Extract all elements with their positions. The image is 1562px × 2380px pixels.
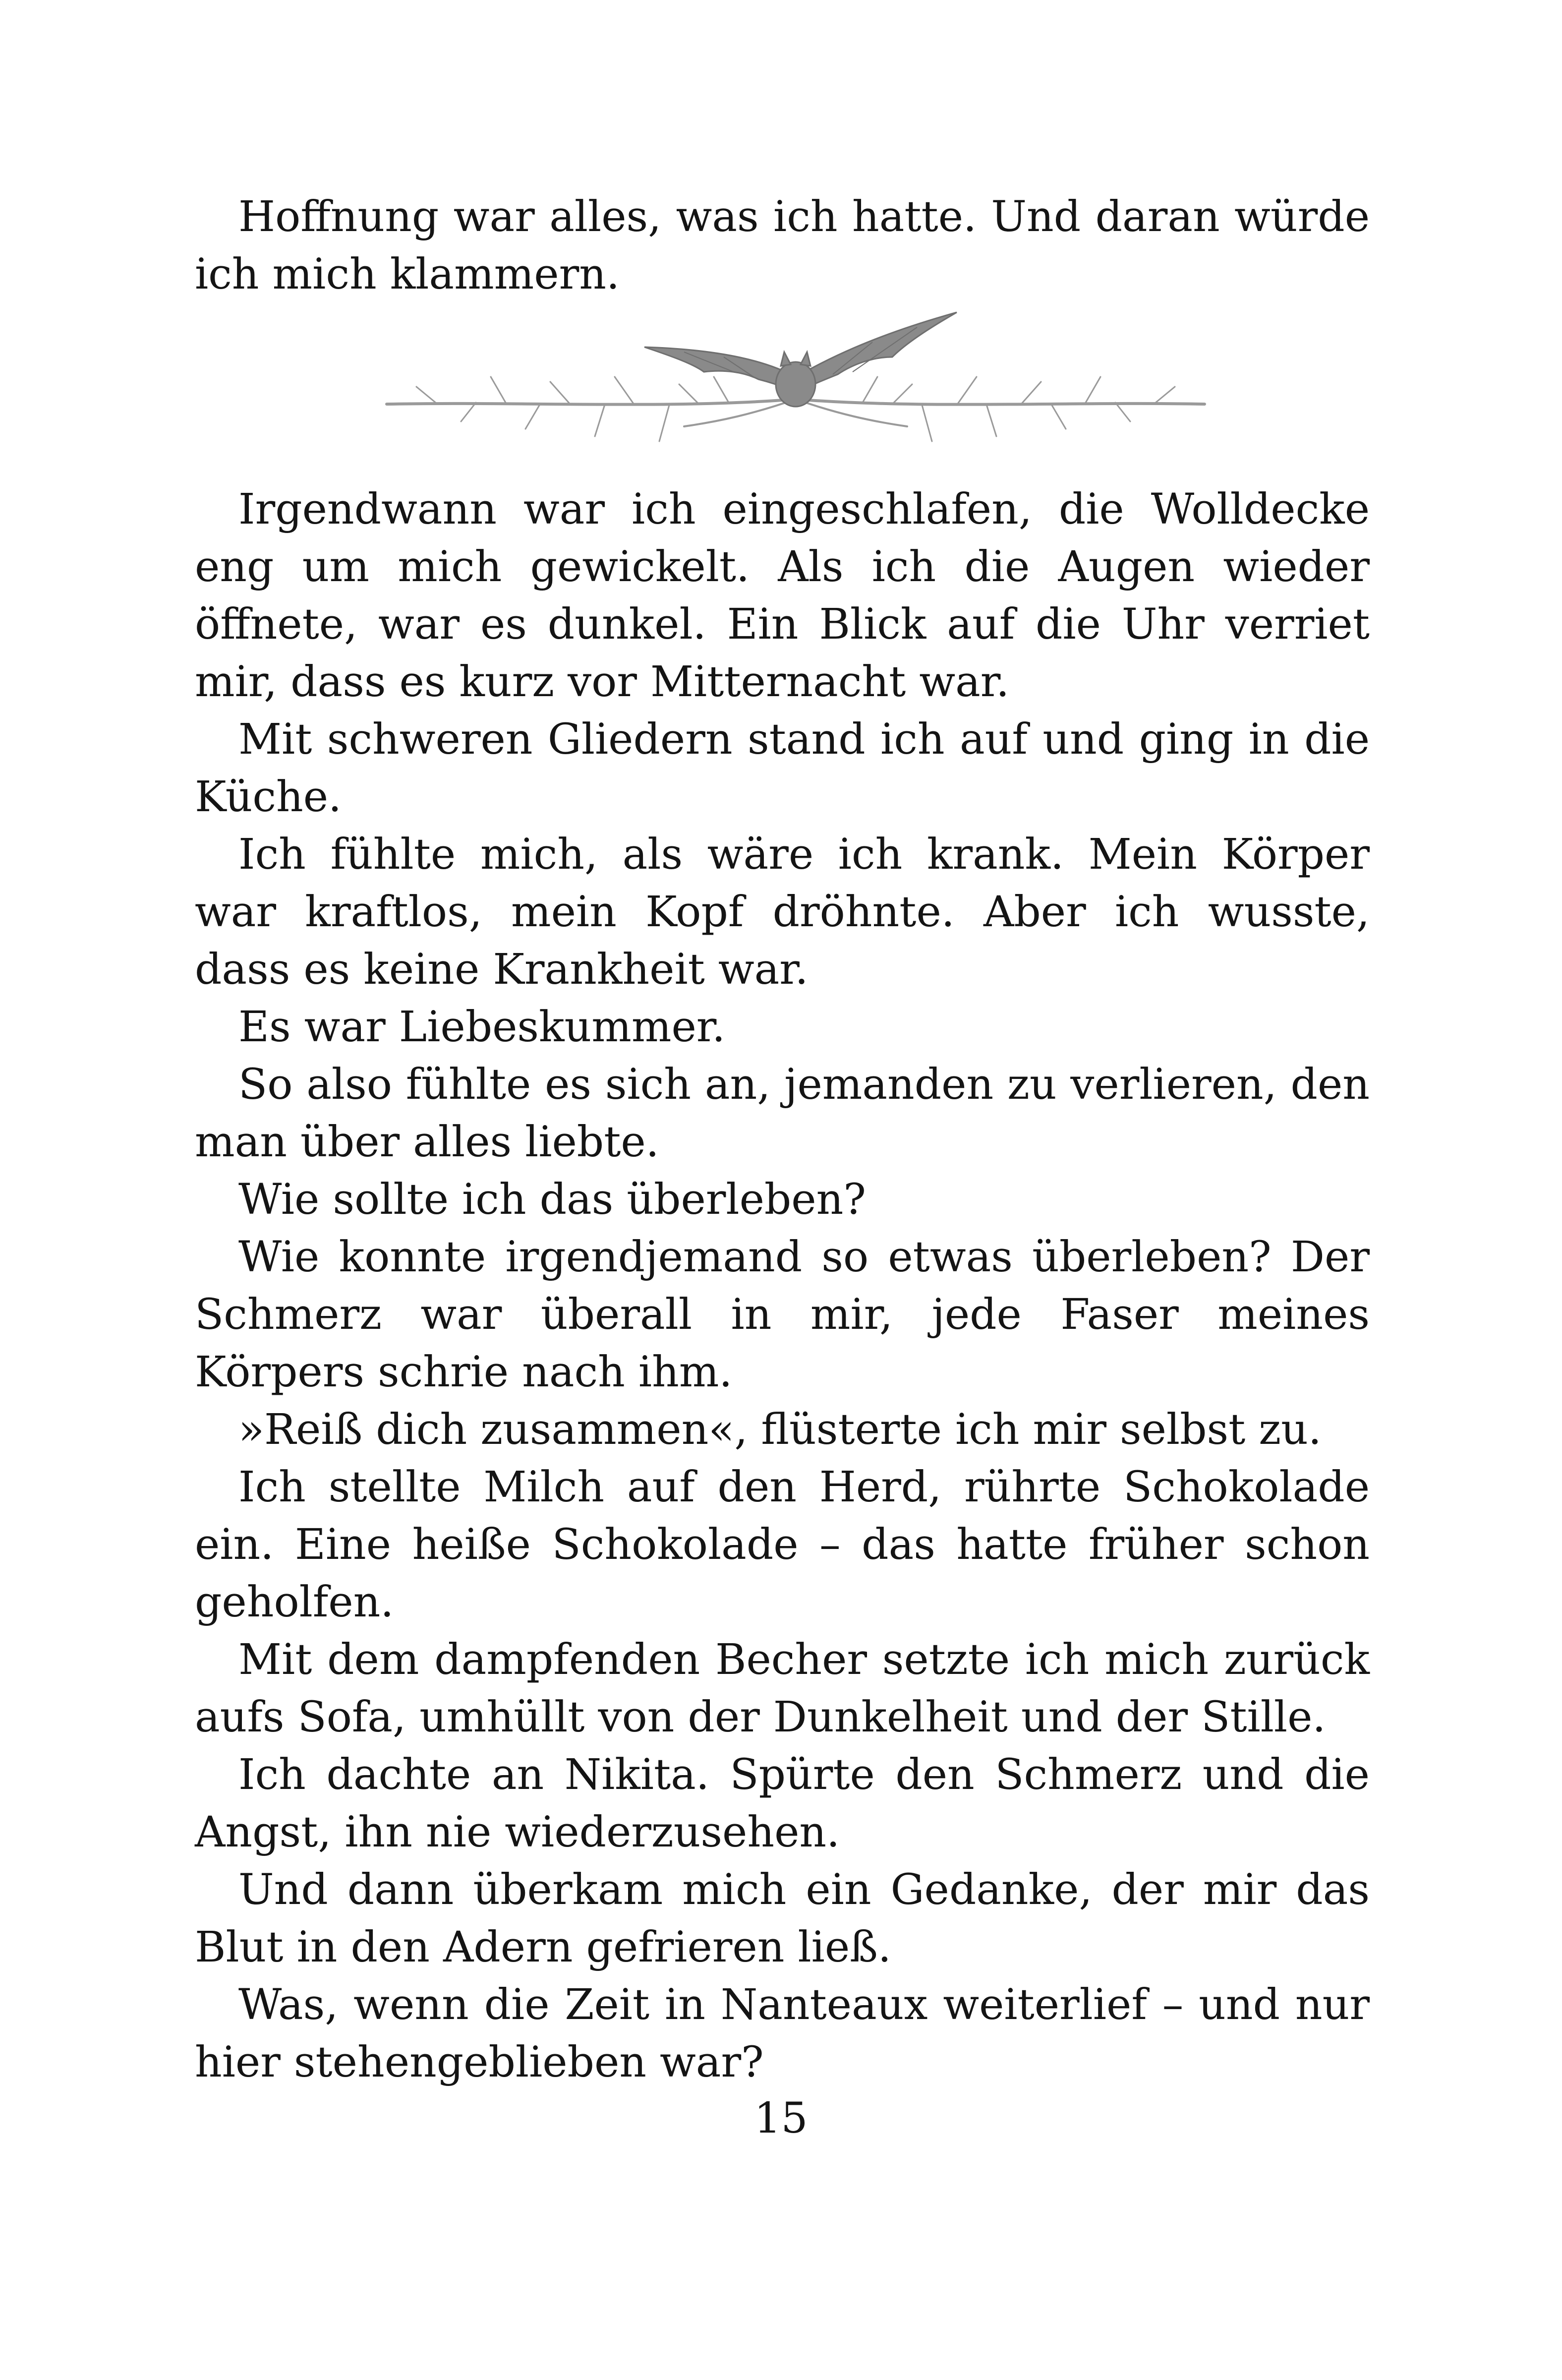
- paragraph: Wie konnte irgendjemand so etwas überleben? Der Schmerz war überall in mir, jede Faser meines Körpers schrie nach ihm.: [195, 1233, 1370, 1397]
- page-number: 15: [754, 2094, 808, 2143]
- paragraph: Mit dem dampfenden Becher setzte ich mich zurück aufs Sofa, umhüllt von der Dunkelheit und der Stille.: [195, 1635, 1370, 1742]
- paragraph: So also fühlte es sich an, jemanden zu verlieren, den man über alles liebte.: [195, 1060, 1370, 1167]
- paragraph: Ich dachte an Nikita. Spürte den Schmerz und die Angst, ihn nie wiederzusehen.: [195, 1750, 1370, 1857]
- paragraph: Wie sollte ich das überleben?: [238, 1175, 866, 1224]
- paragraph: Hoffnung war alles, was ich hatte. Und daran würde ich mich klammern.: [195, 192, 1370, 299]
- paragraph: Ich fühlte mich, als wäre ich krank. Mein Körper war kraftlos, mein Kopf dröhnte. Aber ich wusste, dass es keine Krankheit war.: [195, 830, 1370, 994]
- paragraph: Es war Liebeskummer.: [238, 1003, 726, 1052]
- paragraph: Und dann überkam mich ein Gedanke, der mir das Blut in den Adern gefrieren ließ.: [195, 1865, 1370, 1972]
- paragraph: Mit schweren Gliedern stand ich auf und ging in die Küche.: [195, 715, 1370, 822]
- paragraph-group-main: [195, 481, 1370, 2091]
- bat-on-branch-icon: [377, 302, 1215, 471]
- paragraph: Irgendwann war ich eingeschlafen, die Wolldecke eng um mich gewickelt. Als ich die Augen wieder öffnete, war es dunkel. Ein Blick auf die Uhr verriet mir, dass es kurz vor Mitternacht war.: [195, 485, 1370, 707]
- paragraph: »Reiß dich zusammen«, flüsterte ich mir selbst zu.: [238, 1405, 1322, 1454]
- paragraph: Was, wenn die Zeit in Nanteaux weiterlief – und nur hier stehengeblieben war?: [195, 1980, 1370, 2087]
- paragraph-group-top: [195, 188, 1370, 303]
- paragraph: Ich stellte Milch auf den Herd, rührte Schokolade ein. Eine heiße Schokolade – das hatte früher schon geholfen.: [195, 1463, 1370, 1627]
